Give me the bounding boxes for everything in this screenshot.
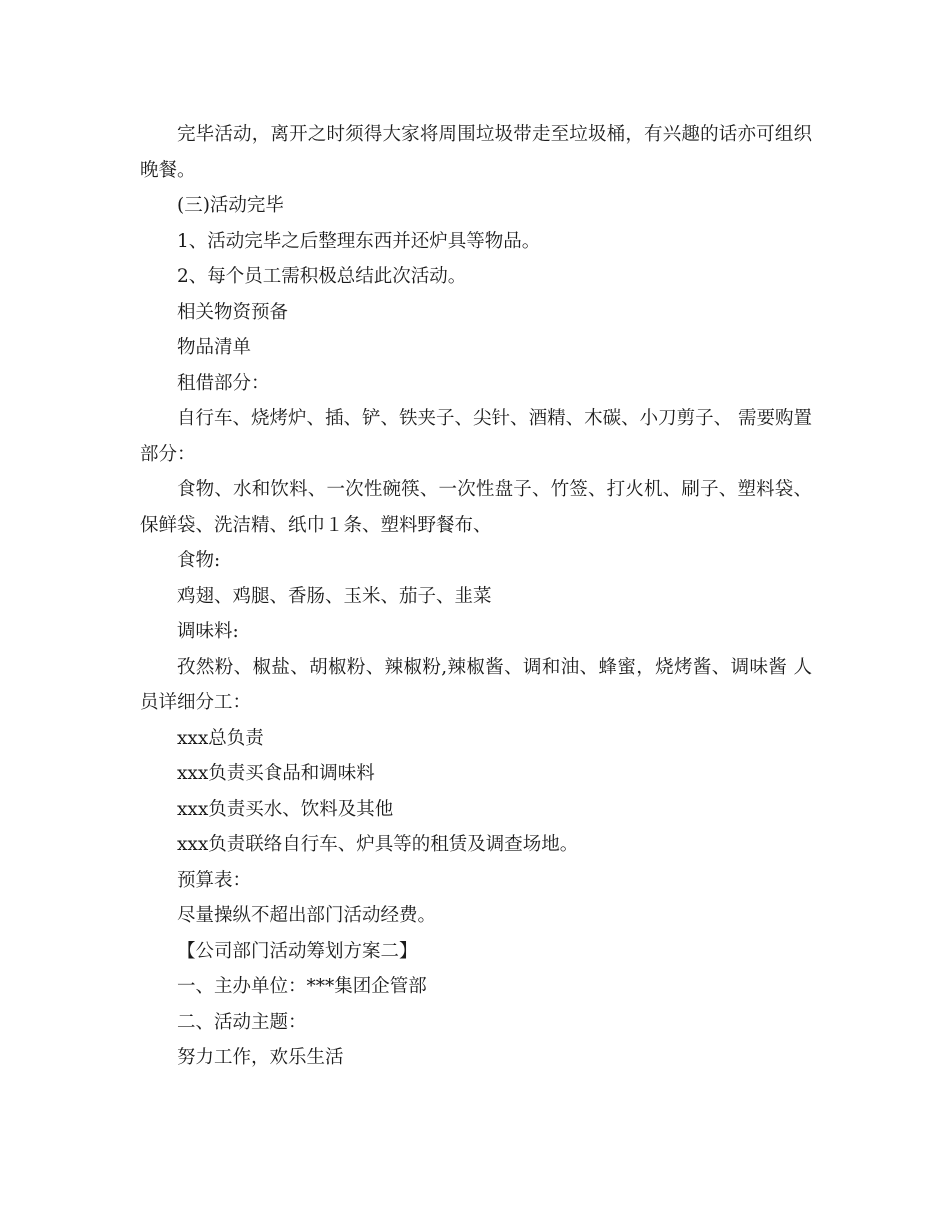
heading-rental: 租借部分： xyxy=(177,372,270,394)
paragraph-purchase-items: 食物、水和饮料、一次性碗筷、一次性盘子、竹签、打火机、刷子、塑料袋、保鲜袋、洗洁精、纸巾１条、塑料野餐布、 xyxy=(140,479,812,536)
document-body xyxy=(140,117,812,1076)
heading-food: 食物: xyxy=(177,550,221,571)
paragraph-theme: 努力工作，欢乐生活 xyxy=(177,1047,344,1068)
heading-materials: 相关物资预备 xyxy=(177,301,289,323)
heading-theme: 二、活动主题： xyxy=(177,1011,307,1033)
list-item: xxx负责买食品和调味料 xyxy=(177,763,375,784)
heading-budget: 预算表： xyxy=(177,869,252,891)
list-item: xxx负责买水、饮料及其他 xyxy=(177,798,394,820)
paragraph-budget: 尽量操纵不超出部门活动经费。 xyxy=(177,905,437,926)
list-item: 2、每个员工需积极总结此次活动。 xyxy=(177,266,467,287)
list-item: xxx总负责 xyxy=(177,727,264,749)
heading-seasoning: 调味料: xyxy=(177,621,239,642)
paragraph-closing-activity: 完毕活动，离开之时须得大家将周围垃圾带走至垃圾桶，有兴趣的话亦可组织晚餐。 xyxy=(140,124,812,181)
section-title-plan-two: 【公司部门活动筹划方案二】 xyxy=(177,940,418,962)
heading-activity-end: (三)活动完毕 xyxy=(177,195,284,216)
paragraph-organizer: 一、主办单位：***集团企管部 xyxy=(177,976,427,997)
paragraph-food-items: 鸡翅、鸡腿、香肠、玉米、茄子、韭菜 xyxy=(177,585,492,607)
heading-item-list: 物品清单 xyxy=(177,337,252,358)
list-item: 1、活动完毕之后整理东西并还炉具等物品。 xyxy=(177,230,541,252)
paragraph-seasoning-items: 孜然粉、椒盐、胡椒粉、辣椒粉,辣椒酱、调和油、蜂蜜，烧烤酱、调味酱 人员详细分工： xyxy=(140,656,812,713)
paragraph-rental-items: 自行车、烧烤炉、插、铲、铁夹子、尖针、酒精、木碳、小刀剪子、 需要购置部分： xyxy=(140,408,812,465)
list-item: xxx负责联络自行车、炉具等的租赁及调查场地。 xyxy=(177,834,579,855)
